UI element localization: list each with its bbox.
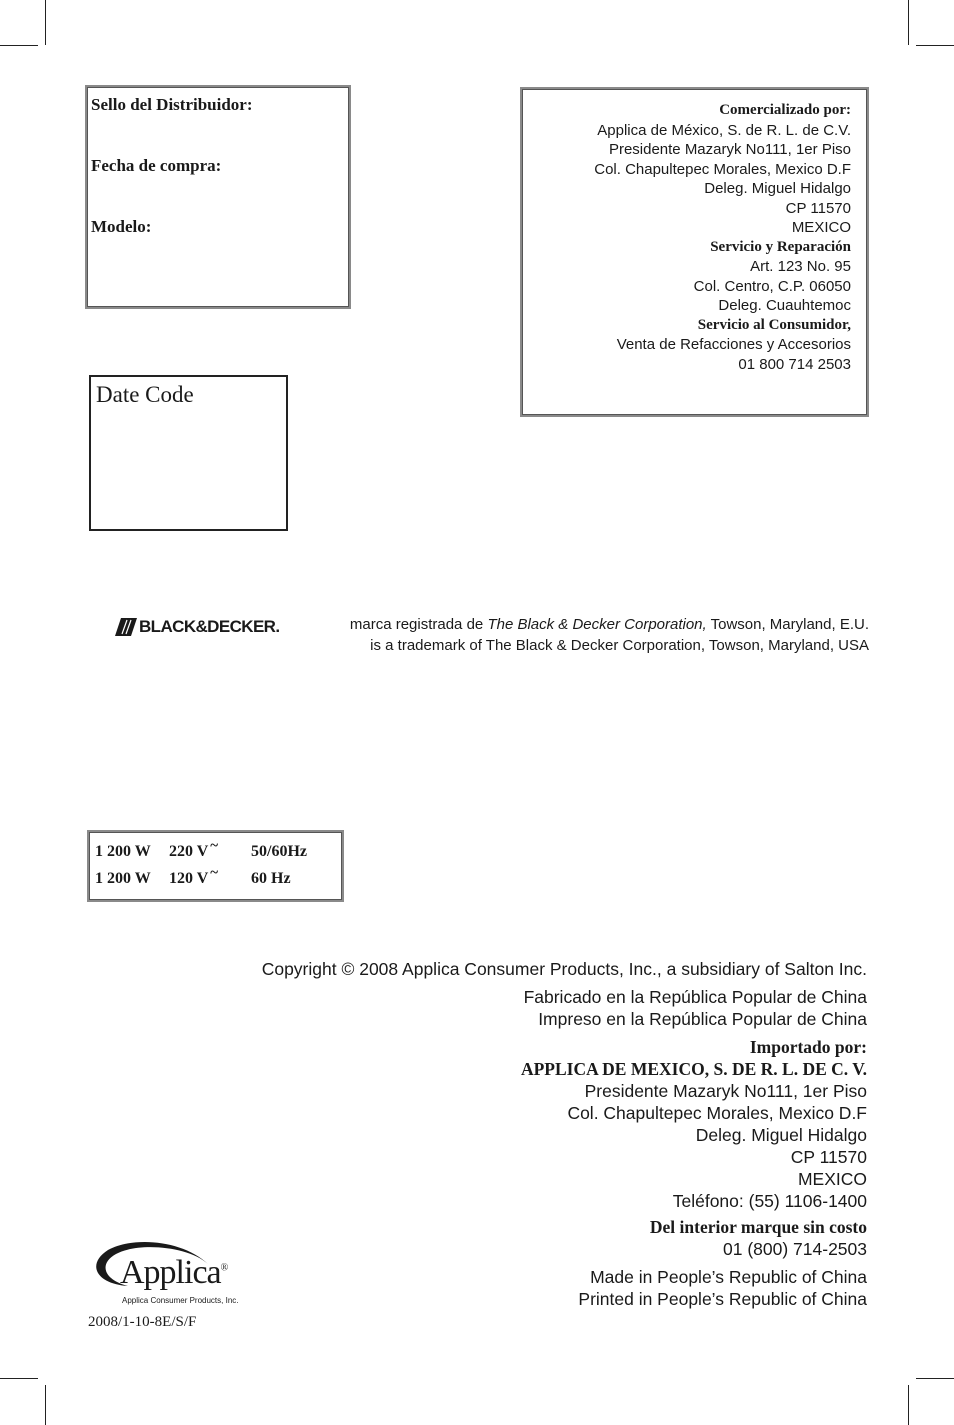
crop-mark-bl-h: [0, 1378, 38, 1379]
importer-country: MEXICO: [797, 1169, 867, 1189]
commercial-address1: Presidente Mazaryk No111, 1er Piso: [608, 141, 851, 158]
applica-logo: [88, 1240, 248, 1310]
imported-heading: Importado por:: [749, 1037, 867, 1057]
purchase-date-label: Fecha de compra:: [91, 156, 222, 175]
consumer-line1: Venta de Refacciones y Accesorios: [616, 336, 851, 353]
consumer-phone: 01 800 714 2503: [738, 355, 851, 373]
importer-postal: CP 11570: [790, 1147, 867, 1167]
applica-word: Applica: [120, 1254, 221, 1291]
ac-tilde-icon: ~: [210, 838, 219, 854]
trademark-suffix: Towson, Maryland, E.U.: [706, 616, 869, 633]
applica-subtitle: Applica Consumer Products, Inc.: [122, 1296, 239, 1305]
trademark-corp-italic: The Black & Decker Corporation,: [487, 616, 707, 633]
commercial-address2: Col. Chapultepec Morales, Mexico D.F: [594, 160, 851, 178]
service-line1: Art. 123 No. 95: [750, 258, 851, 275]
commercial-postal: CP 11570: [785, 199, 851, 217]
crop-mark-tr-h: [916, 45, 954, 46]
footer-block: [262, 958, 867, 1310]
applica-reg-mark: ®: [220, 1262, 228, 1274]
trademark-line-en: is a trademark of The Black & Decker Corporation, Towson, Maryland, USA: [370, 637, 869, 654]
importer-name: APPLICA DE MEXICO, S. DE R. L. DE C. V.: [520, 1059, 867, 1079]
made-in-en: Made in People’s Republic of China: [590, 1267, 867, 1287]
commercial-address3: Deleg. Miguel Hidalgo: [704, 180, 851, 197]
commercial-company: Applica de México, S. de R. L. de C.V.: [597, 121, 851, 139]
crop-mark-tl-h: [0, 45, 38, 46]
commercial-info-box: [520, 87, 869, 417]
crop-mark-bl-v: [45, 1385, 46, 1425]
made-in-es: Fabricado en la República Popular de China: [523, 987, 867, 1007]
power-volts-value: 120 V: [169, 870, 209, 887]
power-row-120: [95, 865, 291, 888]
seal-label: Sello del Distribuidor:: [91, 95, 253, 114]
power-volts: [169, 838, 251, 861]
service-line3: Deleg. Cuauhtemoc: [718, 297, 851, 314]
trademark-prefix: marca registrada de: [349, 616, 488, 633]
ac-tilde-icon: ~: [210, 865, 219, 881]
consumer-heading: Servicio al Consumidor,: [697, 316, 851, 333]
interior-heading: Del interior marque sin costo: [649, 1217, 867, 1237]
model-label: Modelo:: [91, 217, 152, 236]
crop-mark-br-v: [908, 1385, 909, 1425]
applica-wordmark: [120, 1254, 227, 1292]
power-row-220: [95, 838, 307, 861]
power-rating-box: [87, 830, 344, 902]
trademark-line-es: [350, 616, 869, 633]
power-volts-value: 220 V: [169, 843, 209, 860]
copyright-line: Copyright © 2008 Applica Consumer Products, Inc., a subsidiary of Salton Inc.: [261, 959, 867, 979]
printed-in-en: Printed in People’s Republic of China: [578, 1289, 867, 1309]
power-freq: 60 Hz: [251, 870, 291, 887]
importer-address2: Col. Chapultepec Morales, Mexico D.F: [567, 1103, 867, 1123]
importer-phone: Teléfono: (55) 1106-1400: [672, 1191, 867, 1211]
interior-phone: 01 (800) 714-2503: [723, 1239, 867, 1259]
trademark-notice: [115, 616, 869, 660]
distributor-box: [85, 85, 351, 309]
power-freq: 50/60Hz: [251, 843, 307, 860]
service-line2: Col. Centro, C.P. 06050: [693, 277, 851, 295]
importer-address3: Deleg. Miguel Hidalgo: [695, 1125, 867, 1145]
date-code-title: Date Code: [96, 382, 194, 407]
power-watts: 1 200 W: [95, 843, 151, 860]
document-code: 2008/1-10-8E/S/F: [88, 1314, 197, 1330]
black-decker-logo-text: BLACK&DECKER.: [139, 617, 280, 636]
black-decker-hexagon-icon: [115, 618, 137, 636]
crop-mark-tr-v: [908, 0, 909, 45]
black-decker-logo: [115, 616, 279, 638]
crop-mark-br-h: [916, 1378, 954, 1379]
commercial-country: MEXICO: [791, 219, 851, 236]
printed-in-es: Impreso en la República Popular de China: [538, 1009, 867, 1029]
date-code-box: [89, 375, 288, 531]
commercial-heading: Comercializado por:: [719, 102, 851, 118]
power-watts: 1 200 W: [95, 870, 151, 887]
crop-mark-tl-v: [45, 0, 46, 45]
importer-address1: Presidente Mazaryk No111, 1er Piso: [584, 1081, 867, 1101]
service-heading: Servicio y Reparación: [710, 238, 851, 255]
power-volts: [169, 865, 251, 888]
